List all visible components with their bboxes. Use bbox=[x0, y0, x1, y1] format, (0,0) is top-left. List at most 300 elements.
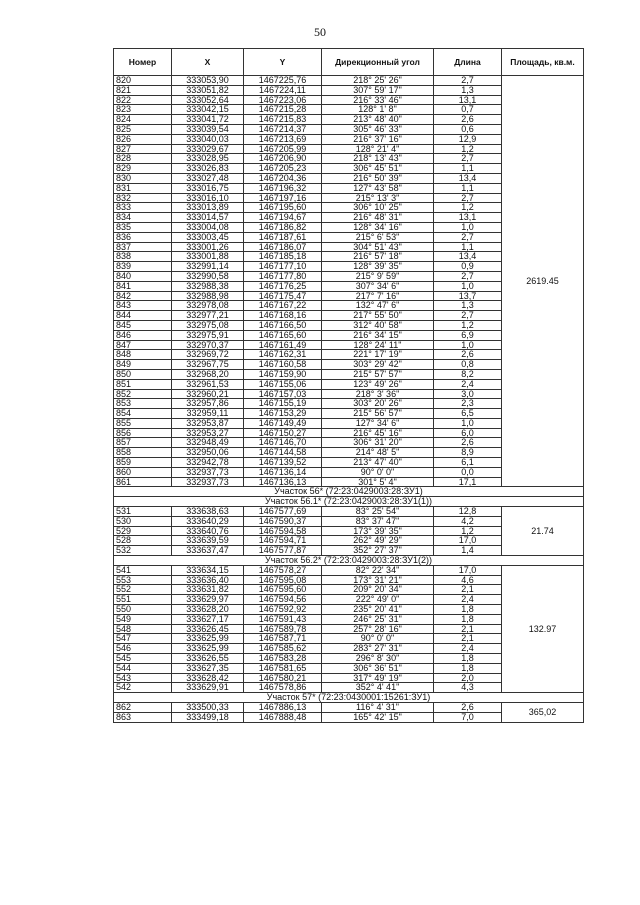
coord-y: 1467177,10 bbox=[244, 262, 322, 272]
segment-length: 2,7 bbox=[434, 311, 502, 321]
point-number: 545 bbox=[114, 654, 172, 664]
segment-length: 2,6 bbox=[434, 350, 502, 360]
segment-length: 1,2 bbox=[434, 526, 502, 536]
coord-y: 1467578,27 bbox=[244, 565, 322, 575]
table-row bbox=[114, 76, 584, 86]
segment-length: 2,6 bbox=[434, 438, 502, 448]
coord-y: 1467167,22 bbox=[244, 301, 322, 311]
point-number: 833 bbox=[114, 203, 172, 213]
point-number: 842 bbox=[114, 291, 172, 301]
segment-length: 0,7 bbox=[434, 105, 502, 115]
direction-angle: 216° 50' 39" bbox=[322, 173, 434, 183]
coord-x: 333041,72 bbox=[172, 115, 244, 125]
section-title-57: Участок 57* (72:23:0430001:15261:ЗУ1) bbox=[114, 693, 584, 703]
segment-length: 2,1 bbox=[434, 624, 502, 634]
point-number: 860 bbox=[114, 467, 172, 477]
coord-y: 1467139,52 bbox=[244, 458, 322, 468]
coord-x: 332953,87 bbox=[172, 418, 244, 428]
point-number: 832 bbox=[114, 193, 172, 203]
direction-angle: 90° 0' 0" bbox=[322, 467, 434, 477]
coord-y: 1467185,18 bbox=[244, 252, 322, 262]
section-title-56-2: Участок 56.2* (72:23:0429003:28:ЗУ1(2)) bbox=[114, 556, 584, 566]
coord-x: 333013,89 bbox=[172, 203, 244, 213]
segment-length: 1,0 bbox=[434, 281, 502, 291]
coord-x: 333053,90 bbox=[172, 76, 244, 86]
coord-y: 1467223,06 bbox=[244, 95, 322, 105]
point-number: 841 bbox=[114, 281, 172, 291]
direction-angle: 216° 37' 16" bbox=[322, 134, 434, 144]
direction-angle: 213° 47' 40" bbox=[322, 458, 434, 468]
coord-y: 1467214,37 bbox=[244, 124, 322, 134]
segment-length: 1,8 bbox=[434, 605, 502, 615]
direction-angle: 306° 45' 51" bbox=[322, 164, 434, 174]
coord-y: 1467177,80 bbox=[244, 271, 322, 281]
point-number: 834 bbox=[114, 213, 172, 223]
coord-x: 333628,20 bbox=[172, 605, 244, 615]
segment-length: 12,8 bbox=[434, 507, 502, 517]
segment-length: 13,4 bbox=[434, 173, 502, 183]
header-angle: Дирекционный угол bbox=[322, 49, 434, 76]
coord-x: 333636,40 bbox=[172, 575, 244, 585]
coord-y: 1467886,13 bbox=[244, 703, 322, 713]
point-number: 843 bbox=[114, 301, 172, 311]
coord-x: 333640,29 bbox=[172, 516, 244, 526]
direction-angle: 128° 21' 4" bbox=[322, 144, 434, 154]
direction-angle: 352° 27' 37" bbox=[322, 546, 434, 556]
coord-x: 332950,06 bbox=[172, 448, 244, 458]
point-number: 839 bbox=[114, 262, 172, 272]
point-number: 826 bbox=[114, 134, 172, 144]
coord-x: 333014,57 bbox=[172, 213, 244, 223]
direction-angle: 132° 47' 6" bbox=[322, 301, 434, 311]
coord-y: 1467578,86 bbox=[244, 683, 322, 693]
coord-x: 332937,73 bbox=[172, 467, 244, 477]
coord-y: 1467136,14 bbox=[244, 467, 322, 477]
coord-x: 332957,86 bbox=[172, 399, 244, 409]
point-number: 852 bbox=[114, 389, 172, 399]
coord-x: 333625,99 bbox=[172, 634, 244, 644]
section-title-56-1: Участок 56.1* (72:23:0429003:28:ЗУ1(1)) bbox=[114, 497, 584, 507]
direction-angle: 216° 45' 16" bbox=[322, 428, 434, 438]
direction-angle: 173° 31' 21" bbox=[322, 575, 434, 585]
header-y: Y bbox=[244, 49, 322, 76]
segment-length: 4,2 bbox=[434, 516, 502, 526]
table-row bbox=[114, 703, 584, 713]
segment-length: 1,8 bbox=[434, 654, 502, 664]
direction-angle: 209° 20' 34" bbox=[322, 585, 434, 595]
segment-length: 13,4 bbox=[434, 252, 502, 262]
direction-angle: 216° 33' 46" bbox=[322, 95, 434, 105]
direction-angle: 116° 4' 31" bbox=[322, 703, 434, 713]
coord-y: 1467159,90 bbox=[244, 369, 322, 379]
coord-x: 332961,53 bbox=[172, 379, 244, 389]
direction-angle: 128° 1' 8" bbox=[322, 105, 434, 115]
coord-x: 332988,98 bbox=[172, 291, 244, 301]
segment-length: 6,5 bbox=[434, 409, 502, 419]
segment-length: 3,0 bbox=[434, 389, 502, 399]
point-number: 855 bbox=[114, 418, 172, 428]
direction-angle: 215° 6' 53" bbox=[322, 232, 434, 242]
coord-x: 333040,03 bbox=[172, 134, 244, 144]
coord-y: 1467160,58 bbox=[244, 360, 322, 370]
direction-angle: 262° 49' 29" bbox=[322, 536, 434, 546]
point-number: 856 bbox=[114, 428, 172, 438]
header-length: Длина bbox=[434, 49, 502, 76]
segment-length: 1,2 bbox=[434, 203, 502, 213]
coord-x: 333640,76 bbox=[172, 526, 244, 536]
area-value: 132.97 bbox=[502, 565, 584, 692]
direction-angle: 305° 46' 33" bbox=[322, 124, 434, 134]
direction-angle: 304° 51' 43" bbox=[322, 242, 434, 252]
point-number: 542 bbox=[114, 683, 172, 693]
point-number: 831 bbox=[114, 183, 172, 193]
direction-angle: 215° 9' 59" bbox=[322, 271, 434, 281]
coord-y: 1467136,13 bbox=[244, 477, 322, 487]
segment-length: 12,9 bbox=[434, 134, 502, 144]
segment-length: 1,1 bbox=[434, 164, 502, 174]
segment-length: 17,1 bbox=[434, 477, 502, 487]
direction-angle: 301° 5' 4" bbox=[322, 477, 434, 487]
area-value: 365,02 bbox=[502, 703, 584, 723]
table-row bbox=[114, 565, 584, 575]
coord-y: 1467168,16 bbox=[244, 311, 322, 321]
segment-length: 1,0 bbox=[434, 418, 502, 428]
coord-y: 1467581,65 bbox=[244, 663, 322, 673]
point-number: 838 bbox=[114, 252, 172, 262]
coord-x: 333500,33 bbox=[172, 703, 244, 713]
direction-angle: 217° 55' 50" bbox=[322, 311, 434, 321]
coord-x: 333631,82 bbox=[172, 585, 244, 595]
direction-angle: 128° 39' 35" bbox=[322, 262, 434, 272]
coord-y: 1467155,06 bbox=[244, 379, 322, 389]
coord-y: 1467157,03 bbox=[244, 389, 322, 399]
section-row bbox=[114, 693, 584, 703]
direction-angle: 317° 49' 19" bbox=[322, 673, 434, 683]
coord-y: 1467888,48 bbox=[244, 712, 322, 722]
segment-length: 17,0 bbox=[434, 536, 502, 546]
segment-length: 2,4 bbox=[434, 644, 502, 654]
coord-x: 333626,55 bbox=[172, 654, 244, 664]
segment-length: 1,0 bbox=[434, 222, 502, 232]
coord-x: 333027,48 bbox=[172, 173, 244, 183]
coord-y: 1467595,08 bbox=[244, 575, 322, 585]
point-number: 544 bbox=[114, 663, 172, 673]
coord-x: 333638,63 bbox=[172, 507, 244, 517]
segment-length: 13,7 bbox=[434, 291, 502, 301]
segment-length: 13,1 bbox=[434, 213, 502, 223]
coord-x: 333634,15 bbox=[172, 565, 244, 575]
direction-angle: 303° 29' 42" bbox=[322, 360, 434, 370]
point-number: 847 bbox=[114, 340, 172, 350]
direction-angle: 246° 25' 31" bbox=[322, 614, 434, 624]
segment-length: 17,0 bbox=[434, 565, 502, 575]
point-number: 541 bbox=[114, 565, 172, 575]
coord-y: 1467205,23 bbox=[244, 164, 322, 174]
coord-x: 332948,49 bbox=[172, 438, 244, 448]
point-number: 824 bbox=[114, 115, 172, 125]
coord-y: 1467166,50 bbox=[244, 320, 322, 330]
coord-x: 333628,42 bbox=[172, 673, 244, 683]
point-number: 548 bbox=[114, 624, 172, 634]
point-number: 528 bbox=[114, 536, 172, 546]
segment-length: 2,0 bbox=[434, 673, 502, 683]
coord-x: 333627,17 bbox=[172, 614, 244, 624]
coord-x: 333499,18 bbox=[172, 712, 244, 722]
point-number: 837 bbox=[114, 242, 172, 252]
point-number: 862 bbox=[114, 703, 172, 713]
direction-angle: 215° 56' 57" bbox=[322, 409, 434, 419]
coord-x: 333629,97 bbox=[172, 595, 244, 605]
coord-y: 1467176,25 bbox=[244, 281, 322, 291]
coord-y: 1467215,28 bbox=[244, 105, 322, 115]
coord-y: 1467149,49 bbox=[244, 418, 322, 428]
coord-y: 1467577,87 bbox=[244, 546, 322, 556]
coord-y: 1467591,43 bbox=[244, 614, 322, 624]
direction-angle: 221° 17' 19" bbox=[322, 350, 434, 360]
segment-length: 8,9 bbox=[434, 448, 502, 458]
segment-length: 1,8 bbox=[434, 614, 502, 624]
segment-length: 2,7 bbox=[434, 232, 502, 242]
coord-y: 1467224,11 bbox=[244, 85, 322, 95]
segment-length: 1,1 bbox=[434, 242, 502, 252]
point-number: 532 bbox=[114, 546, 172, 556]
direction-angle: 123° 49' 26" bbox=[322, 379, 434, 389]
coord-x: 333042,15 bbox=[172, 105, 244, 115]
coord-x: 333028,95 bbox=[172, 154, 244, 164]
direction-angle: 214° 48' 5" bbox=[322, 448, 434, 458]
segment-length: 0,0 bbox=[434, 467, 502, 477]
point-number: 531 bbox=[114, 507, 172, 517]
point-number: 840 bbox=[114, 271, 172, 281]
coord-x: 333052,64 bbox=[172, 95, 244, 105]
coord-y: 1467589,78 bbox=[244, 624, 322, 634]
segment-length: 2,6 bbox=[434, 115, 502, 125]
segment-length: 2,1 bbox=[434, 585, 502, 595]
point-number: 823 bbox=[114, 105, 172, 115]
segment-length: 2,1 bbox=[434, 634, 502, 644]
direction-angle: 216° 57' 18" bbox=[322, 252, 434, 262]
coord-y: 1467594,71 bbox=[244, 536, 322, 546]
coord-y: 1467194,67 bbox=[244, 213, 322, 223]
coord-x: 333637,47 bbox=[172, 546, 244, 556]
coord-y: 1467165,60 bbox=[244, 330, 322, 340]
point-number: 827 bbox=[114, 144, 172, 154]
coord-x: 332953,27 bbox=[172, 428, 244, 438]
point-number: 854 bbox=[114, 409, 172, 419]
point-number: 835 bbox=[114, 222, 172, 232]
direction-angle: 303° 20' 26" bbox=[322, 399, 434, 409]
coord-x: 333001,26 bbox=[172, 242, 244, 252]
point-number: 845 bbox=[114, 320, 172, 330]
coord-x: 333016,10 bbox=[172, 193, 244, 203]
direction-angle: 90° 0' 0" bbox=[322, 634, 434, 644]
segment-length: 1,2 bbox=[434, 144, 502, 154]
point-number: 820 bbox=[114, 76, 172, 86]
direction-angle: 127° 43' 58" bbox=[322, 183, 434, 193]
point-number: 529 bbox=[114, 526, 172, 536]
segment-length: 1,1 bbox=[434, 183, 502, 193]
coord-y: 1467585,62 bbox=[244, 644, 322, 654]
point-number: 848 bbox=[114, 350, 172, 360]
direction-angle: 83° 37' 47" bbox=[322, 516, 434, 526]
coord-y: 1467186,07 bbox=[244, 242, 322, 252]
coord-y: 1467587,71 bbox=[244, 634, 322, 644]
point-number: 844 bbox=[114, 311, 172, 321]
area-value: 21.74 bbox=[502, 507, 584, 556]
point-number: 543 bbox=[114, 673, 172, 683]
coord-x: 332991,14 bbox=[172, 262, 244, 272]
coord-y: 1467196,32 bbox=[244, 183, 322, 193]
direction-angle: 312° 40' 58" bbox=[322, 320, 434, 330]
coord-y: 1467213,69 bbox=[244, 134, 322, 144]
coord-y: 1467592,92 bbox=[244, 605, 322, 615]
segment-length: 4,6 bbox=[434, 575, 502, 585]
coord-x: 333026,83 bbox=[172, 164, 244, 174]
point-number: 846 bbox=[114, 330, 172, 340]
direction-angle: 216° 34' 15" bbox=[322, 330, 434, 340]
coord-x: 332960,21 bbox=[172, 389, 244, 399]
coord-y: 1467580,21 bbox=[244, 673, 322, 683]
segment-length: 1,8 bbox=[434, 663, 502, 673]
segment-length: 1,2 bbox=[434, 320, 502, 330]
coord-y: 1467150,27 bbox=[244, 428, 322, 438]
point-number: 549 bbox=[114, 614, 172, 624]
segment-length: 13,1 bbox=[434, 95, 502, 105]
point-number: 547 bbox=[114, 634, 172, 644]
segment-length: 0,6 bbox=[434, 124, 502, 134]
segment-length: 2,7 bbox=[434, 76, 502, 86]
direction-angle: 213° 48' 40" bbox=[322, 115, 434, 125]
point-number: 553 bbox=[114, 575, 172, 585]
section-title-56: Участок 56* (72:23:0429003:28:ЗУ1) bbox=[114, 487, 584, 497]
area-value: 2619.45 bbox=[502, 76, 584, 487]
direction-angle: 218° 13' 43" bbox=[322, 154, 434, 164]
coord-x: 332977,21 bbox=[172, 311, 244, 321]
coord-y: 1467186,82 bbox=[244, 222, 322, 232]
direction-angle: 216° 48' 31" bbox=[322, 213, 434, 223]
coord-x: 333625,99 bbox=[172, 644, 244, 654]
point-number: 836 bbox=[114, 232, 172, 242]
coord-x: 333001,88 bbox=[172, 252, 244, 262]
segment-length: 6,9 bbox=[434, 330, 502, 340]
point-number: 551 bbox=[114, 595, 172, 605]
point-number: 859 bbox=[114, 458, 172, 468]
coord-y: 1467197,16 bbox=[244, 193, 322, 203]
header-x: X bbox=[172, 49, 244, 76]
coord-y: 1467153,29 bbox=[244, 409, 322, 419]
segment-length: 6,1 bbox=[434, 458, 502, 468]
coord-x: 332942,78 bbox=[172, 458, 244, 468]
coord-y: 1467162,31 bbox=[244, 350, 322, 360]
coord-x: 332967,75 bbox=[172, 360, 244, 370]
coord-x: 333626,45 bbox=[172, 624, 244, 634]
point-number: 830 bbox=[114, 173, 172, 183]
section-row bbox=[114, 556, 584, 566]
coord-x: 333003,45 bbox=[172, 232, 244, 242]
point-number: 530 bbox=[114, 516, 172, 526]
coord-y: 1467175,47 bbox=[244, 291, 322, 301]
direction-angle: 165° 42' 15" bbox=[322, 712, 434, 722]
direction-angle: 307° 34' 6" bbox=[322, 281, 434, 291]
point-number: 546 bbox=[114, 644, 172, 654]
coord-x: 332978,08 bbox=[172, 301, 244, 311]
direction-angle: 307° 59' 17" bbox=[322, 85, 434, 95]
point-number: 858 bbox=[114, 448, 172, 458]
coord-x: 333629,91 bbox=[172, 683, 244, 693]
direction-angle: 215° 57' 57" bbox=[322, 369, 434, 379]
segment-length: 0,9 bbox=[434, 262, 502, 272]
coord-x: 333627,35 bbox=[172, 663, 244, 673]
direction-angle: 222° 49' 0" bbox=[322, 595, 434, 605]
point-number: 850 bbox=[114, 369, 172, 379]
segment-length: 2,7 bbox=[434, 193, 502, 203]
point-number: 552 bbox=[114, 585, 172, 595]
coord-x: 332975,91 bbox=[172, 330, 244, 340]
point-number: 825 bbox=[114, 124, 172, 134]
direction-angle: 82° 22' 34" bbox=[322, 565, 434, 575]
direction-angle: 83° 25' 54" bbox=[322, 507, 434, 517]
segment-length: 4,3 bbox=[434, 683, 502, 693]
coord-x: 332937,73 bbox=[172, 477, 244, 487]
segment-length: 2,4 bbox=[434, 595, 502, 605]
coord-y: 1467595,60 bbox=[244, 585, 322, 595]
section-row bbox=[114, 487, 584, 497]
segment-length: 1,3 bbox=[434, 301, 502, 311]
coord-x: 333639,59 bbox=[172, 536, 244, 546]
direction-angle: 217° 7' 16" bbox=[322, 291, 434, 301]
direction-angle: 306° 31' 20" bbox=[322, 438, 434, 448]
direction-angle: 215° 13' 3" bbox=[322, 193, 434, 203]
direction-angle: 128° 24' 11" bbox=[322, 340, 434, 350]
point-number: 821 bbox=[114, 85, 172, 95]
point-number: 853 bbox=[114, 399, 172, 409]
page-number: 50 bbox=[314, 25, 326, 39]
point-number: 851 bbox=[114, 379, 172, 389]
direction-angle: 352° 4' 41" bbox=[322, 683, 434, 693]
coord-y: 1467144,58 bbox=[244, 448, 322, 458]
coord-x: 332959,11 bbox=[172, 409, 244, 419]
point-number: 828 bbox=[114, 154, 172, 164]
coord-y: 1467594,58 bbox=[244, 526, 322, 536]
coord-x: 332970,37 bbox=[172, 340, 244, 350]
coord-x: 332990,58 bbox=[172, 271, 244, 281]
coord-y: 1467594,56 bbox=[244, 595, 322, 605]
point-number: 849 bbox=[114, 360, 172, 370]
point-number: 857 bbox=[114, 438, 172, 448]
coord-x: 333004,08 bbox=[172, 222, 244, 232]
direction-angle: 128° 34' 16" bbox=[322, 222, 434, 232]
segment-length: 2,3 bbox=[434, 399, 502, 409]
segment-length: 1,4 bbox=[434, 546, 502, 556]
coord-x: 332975,08 bbox=[172, 320, 244, 330]
coord-x: 332969,72 bbox=[172, 350, 244, 360]
segment-length: 2,6 bbox=[434, 703, 502, 713]
segment-length: 2,7 bbox=[434, 271, 502, 281]
coordinates-table bbox=[113, 48, 584, 723]
direction-angle: 296° 8' 30" bbox=[322, 654, 434, 664]
direction-angle: 257° 28' 16" bbox=[322, 624, 434, 634]
coord-y: 1467161,49 bbox=[244, 340, 322, 350]
direction-angle: 235° 20' 41" bbox=[322, 605, 434, 615]
header-num: Номер bbox=[114, 49, 172, 76]
coord-y: 1467146,70 bbox=[244, 438, 322, 448]
segment-length: 6,0 bbox=[434, 428, 502, 438]
coord-y: 1467206,90 bbox=[244, 154, 322, 164]
coord-y: 1467577,69 bbox=[244, 507, 322, 517]
coord-y: 1467195,60 bbox=[244, 203, 322, 213]
coord-y: 1467187,61 bbox=[244, 232, 322, 242]
point-number: 829 bbox=[114, 164, 172, 174]
